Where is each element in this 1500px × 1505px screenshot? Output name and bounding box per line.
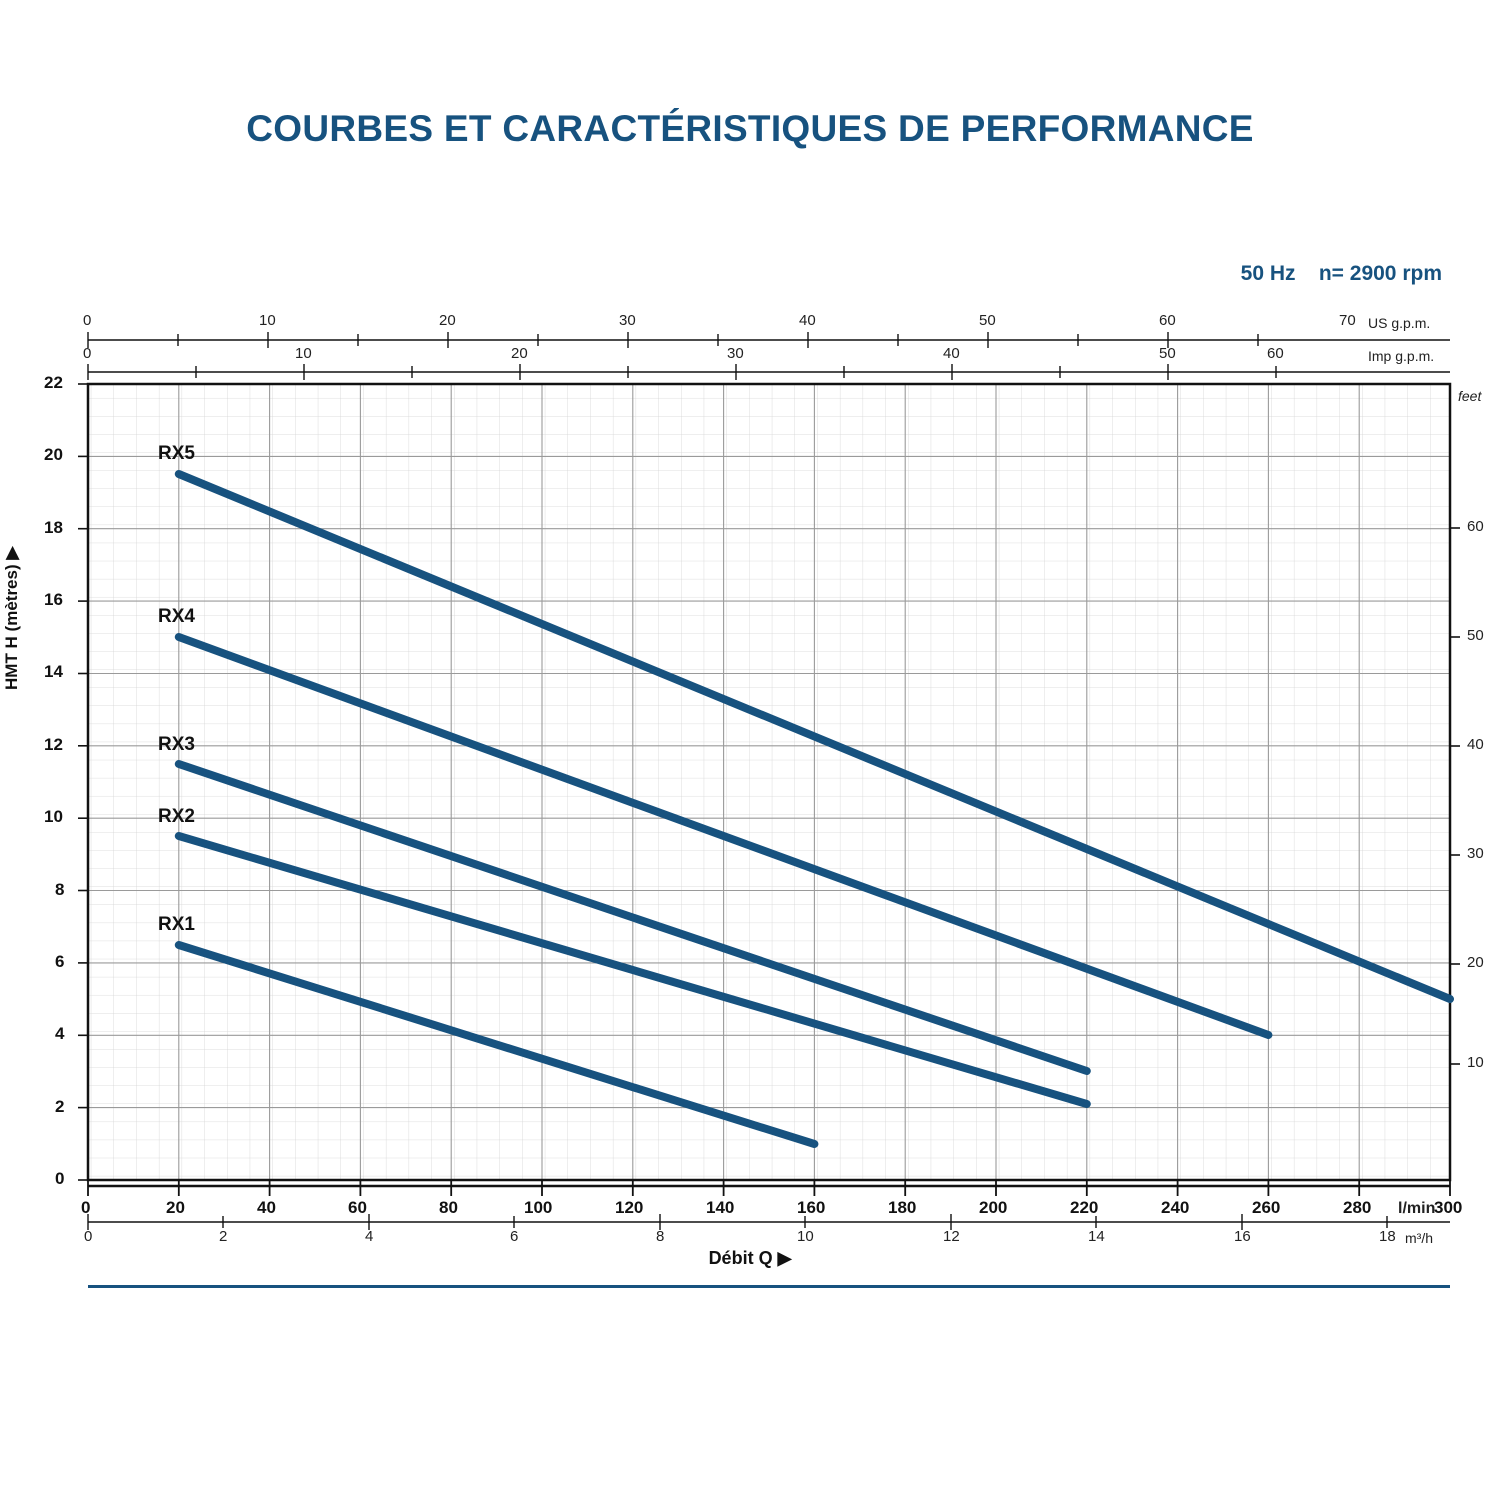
bottom-rule: [88, 1285, 1450, 1288]
tick-bottom-160: 160: [797, 1198, 826, 1217]
tick-right-60: 60: [1467, 518, 1484, 535]
tick-bottom-20: 20: [166, 1198, 185, 1217]
curve-label-rx3: RX3: [158, 734, 195, 755]
chart-grid: [88, 384, 1450, 1180]
tick-bottom-300: 300: [1434, 1198, 1463, 1217]
x-axis-label: Débit Q ▶: [708, 1248, 792, 1268]
tick-top-us-60: 60: [1159, 312, 1176, 329]
tick-bottom-0: 0: [81, 1198, 91, 1217]
tick-left-8: 8: [55, 880, 65, 899]
tick-bottom-220: 220: [1070, 1198, 1099, 1217]
tick-bottom2-18: 18: [1379, 1228, 1396, 1245]
tick-top-us-50: 50: [979, 312, 996, 329]
tick-top-imp-30: 30: [727, 345, 744, 362]
curve-label-rx1: RX1: [158, 914, 195, 935]
y-axis-label: HMT H (mètres) ▶: [2, 546, 21, 690]
tick-left-20: 20: [44, 445, 63, 464]
tick-right-20: 20: [1467, 954, 1484, 971]
tick-top-imp-20: 20: [511, 345, 528, 362]
unit-top-imp-gpm: Imp g.p.m.: [1368, 348, 1435, 364]
tick-left-4: 4: [55, 1024, 65, 1043]
tick-left-0: 0: [55, 1169, 65, 1188]
tick-bottom2-2: 2: [219, 1228, 228, 1245]
unit-top-us-gpm: US g.p.m.: [1368, 315, 1431, 331]
tick-bottom2-0: 0: [84, 1228, 93, 1245]
tick-left-16: 16: [44, 590, 63, 609]
tick-bottom2-12: 12: [943, 1228, 960, 1245]
tick-right-10: 10: [1467, 1054, 1484, 1071]
speed-value: n= 2900 rpm: [1318, 262, 1442, 285]
tick-bottom-80: 80: [439, 1198, 458, 1217]
tick-bottom-280: 280: [1343, 1198, 1372, 1217]
tick-bottom-240: 240: [1161, 1198, 1190, 1217]
tick-top-us-30: 30: [619, 312, 636, 329]
tick-left-18: 18: [44, 518, 63, 537]
tick-bottom2-4: 4: [365, 1228, 374, 1245]
left-axis-ticks: [78, 384, 88, 1180]
tick-left-12: 12: [44, 735, 63, 754]
tick-left-2: 2: [55, 1097, 65, 1116]
tick-top-us-20: 20: [439, 312, 456, 329]
curve-label-rx2: RX2: [158, 806, 195, 827]
bottom-axis-lmin-ticks: [88, 1180, 1450, 1196]
tick-top-imp-0: 0: [83, 345, 92, 362]
tick-bottom-40: 40: [257, 1198, 276, 1217]
tick-top-us-40: 40: [799, 312, 816, 329]
tick-top-us-70: 70: [1339, 312, 1356, 329]
tick-left-22: 22: [44, 373, 63, 392]
tick-bottom-200: 200: [979, 1198, 1008, 1217]
right-axis-feet-ticks: [1450, 528, 1460, 1064]
tick-bottom-140: 140: [706, 1198, 735, 1217]
tick-left-14: 14: [44, 662, 63, 681]
tick-left-10: 10: [44, 807, 63, 826]
tick-top-imp-40: 40: [943, 345, 960, 362]
tick-top-imp-60: 60: [1267, 345, 1284, 362]
tick-top-us-0: 0: [83, 312, 92, 329]
unit-bottom-m3h: m³/h: [1405, 1230, 1433, 1246]
curve-label-rx4: RX4: [158, 606, 195, 627]
tick-right-40: 40: [1467, 736, 1484, 753]
tick-bottom2-8: 8: [656, 1228, 665, 1245]
frequency-value: 50 Hz: [1240, 262, 1296, 285]
tick-bottom2-14: 14: [1088, 1228, 1105, 1245]
tick-top-us-10: 10: [259, 312, 276, 329]
tick-bottom-60: 60: [348, 1198, 367, 1217]
tick-bottom-100: 100: [524, 1198, 553, 1217]
tick-bottom-260: 260: [1252, 1198, 1281, 1217]
page-title: COURBES ET CARACTÉRISTIQUES DE PERFORMANCE: [246, 108, 1254, 149]
tick-bottom-120: 120: [615, 1198, 644, 1217]
tick-bottom2-10: 10: [797, 1228, 814, 1245]
unit-right-feet: feet: [1458, 388, 1482, 404]
tick-top-imp-10: 10: [295, 345, 312, 362]
curve-label-rx5: RX5: [158, 443, 195, 464]
tick-bottom2-6: 6: [510, 1228, 519, 1245]
tick-top-imp-50: 50: [1159, 345, 1176, 362]
tick-right-30: 30: [1467, 845, 1484, 862]
tick-right-50: 50: [1467, 627, 1484, 644]
tick-bottom2-16: 16: [1234, 1228, 1251, 1245]
unit-bottom-lmin: l/min: [1398, 1200, 1436, 1217]
tick-left-6: 6: [55, 952, 65, 971]
tick-bottom-180: 180: [888, 1198, 917, 1217]
